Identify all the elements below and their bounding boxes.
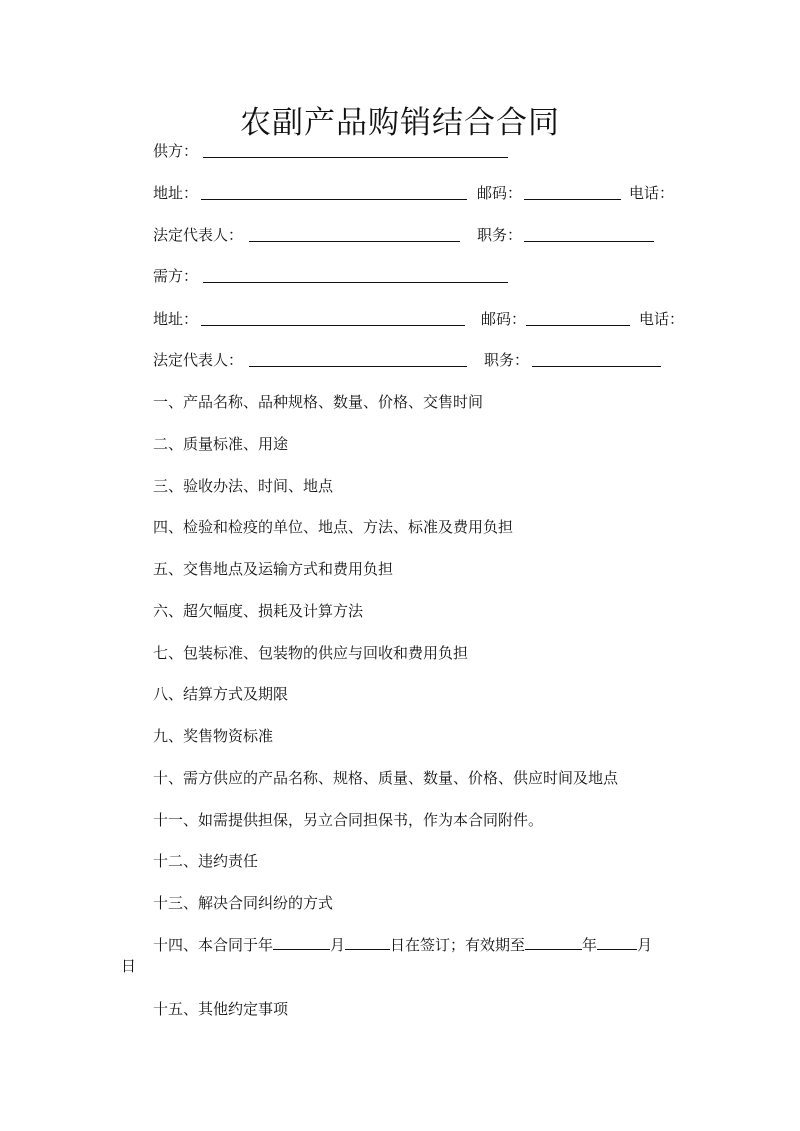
buyer-postcode-blank[interactable] bbox=[526, 325, 630, 326]
document-title: 农副产品购销结合合同 bbox=[240, 105, 560, 141]
clause-14-day-signed: 日在签订；有效期至 bbox=[390, 936, 526, 954]
buyer-phone-label: 电话： bbox=[639, 310, 685, 328]
clause-3: 三、验收办法、时间、地点 bbox=[153, 477, 334, 495]
clause-14-prefix: 十四、本合同于年 bbox=[153, 936, 274, 954]
clause-13: 十三、解决合同纠纷的方式 bbox=[153, 894, 334, 912]
clause-6: 六、超欠幅度、损耗及计算方法 bbox=[153, 602, 364, 620]
clause-10: 十、需方供应的产品名称、规格、质量、数量、价格、供应时间及地点 bbox=[153, 769, 619, 787]
clause-14-year: 年 bbox=[582, 936, 598, 954]
clause-5: 五、交售地点及运输方式和费用负担 bbox=[153, 560, 394, 578]
buyer-label: 需方： bbox=[153, 267, 199, 285]
expiry-month-blank[interactable] bbox=[597, 935, 637, 950]
clause-14 bbox=[153, 935, 652, 955]
expiry-year-blank[interactable] bbox=[525, 935, 582, 950]
supplier-phone-label: 电话： bbox=[629, 184, 675, 202]
buyer-address-label: 地址： bbox=[153, 310, 199, 328]
supplier-rep-blank[interactable] bbox=[249, 241, 460, 242]
clause-8: 八、结算方式及期限 bbox=[153, 685, 289, 703]
clause-14-month2: 月 bbox=[637, 936, 653, 954]
supplier-label: 供方： bbox=[153, 142, 199, 160]
clause-12: 十二、违约责任 bbox=[153, 852, 259, 870]
clause-14-month: 月 bbox=[330, 936, 346, 954]
clause-11: 十一、如需提供担保，另立合同担保书，作为本合同附件。 bbox=[153, 811, 544, 829]
buyer-position-blank[interactable] bbox=[532, 366, 661, 367]
buyer-position-label: 职务： bbox=[484, 351, 530, 369]
clause-15: 十五、其他约定事项 bbox=[153, 1000, 289, 1018]
buyer-rep-blank[interactable] bbox=[249, 366, 467, 367]
buyer-postcode-label: 邮码： bbox=[481, 310, 527, 328]
clause-9: 九、奖售物资标准 bbox=[153, 727, 274, 745]
clause-14-day: 日 bbox=[121, 957, 137, 975]
supplier-position-blank[interactable] bbox=[524, 241, 654, 242]
sign-month-blank[interactable] bbox=[273, 935, 330, 950]
supplier-postcode-blank[interactable] bbox=[524, 199, 621, 200]
clause-2: 二、质量标准、用途 bbox=[153, 435, 289, 453]
supplier-position-label: 职务： bbox=[477, 226, 523, 244]
supplier-postcode-label: 邮码： bbox=[477, 184, 523, 202]
clause-7: 七、包装标准、包装物的供应与回收和费用负担 bbox=[153, 644, 469, 662]
clause-4: 四、检验和检疫的单位、地点、方法、标准及费用负担 bbox=[153, 518, 514, 536]
buyer-name-blank[interactable] bbox=[203, 282, 508, 283]
clause-1: 一、产品名称、品种规格、数量、价格、交售时间 bbox=[153, 393, 484, 411]
buyer-rep-label: 法定代表人： bbox=[153, 351, 244, 369]
buyer-address-blank[interactable] bbox=[201, 325, 465, 326]
sign-day-blank[interactable] bbox=[345, 935, 390, 950]
supplier-address-label: 地址： bbox=[153, 184, 199, 202]
supplier-name-blank[interactable] bbox=[203, 157, 508, 158]
supplier-address-blank[interactable] bbox=[201, 199, 467, 200]
supplier-rep-label: 法定代表人： bbox=[153, 226, 244, 244]
